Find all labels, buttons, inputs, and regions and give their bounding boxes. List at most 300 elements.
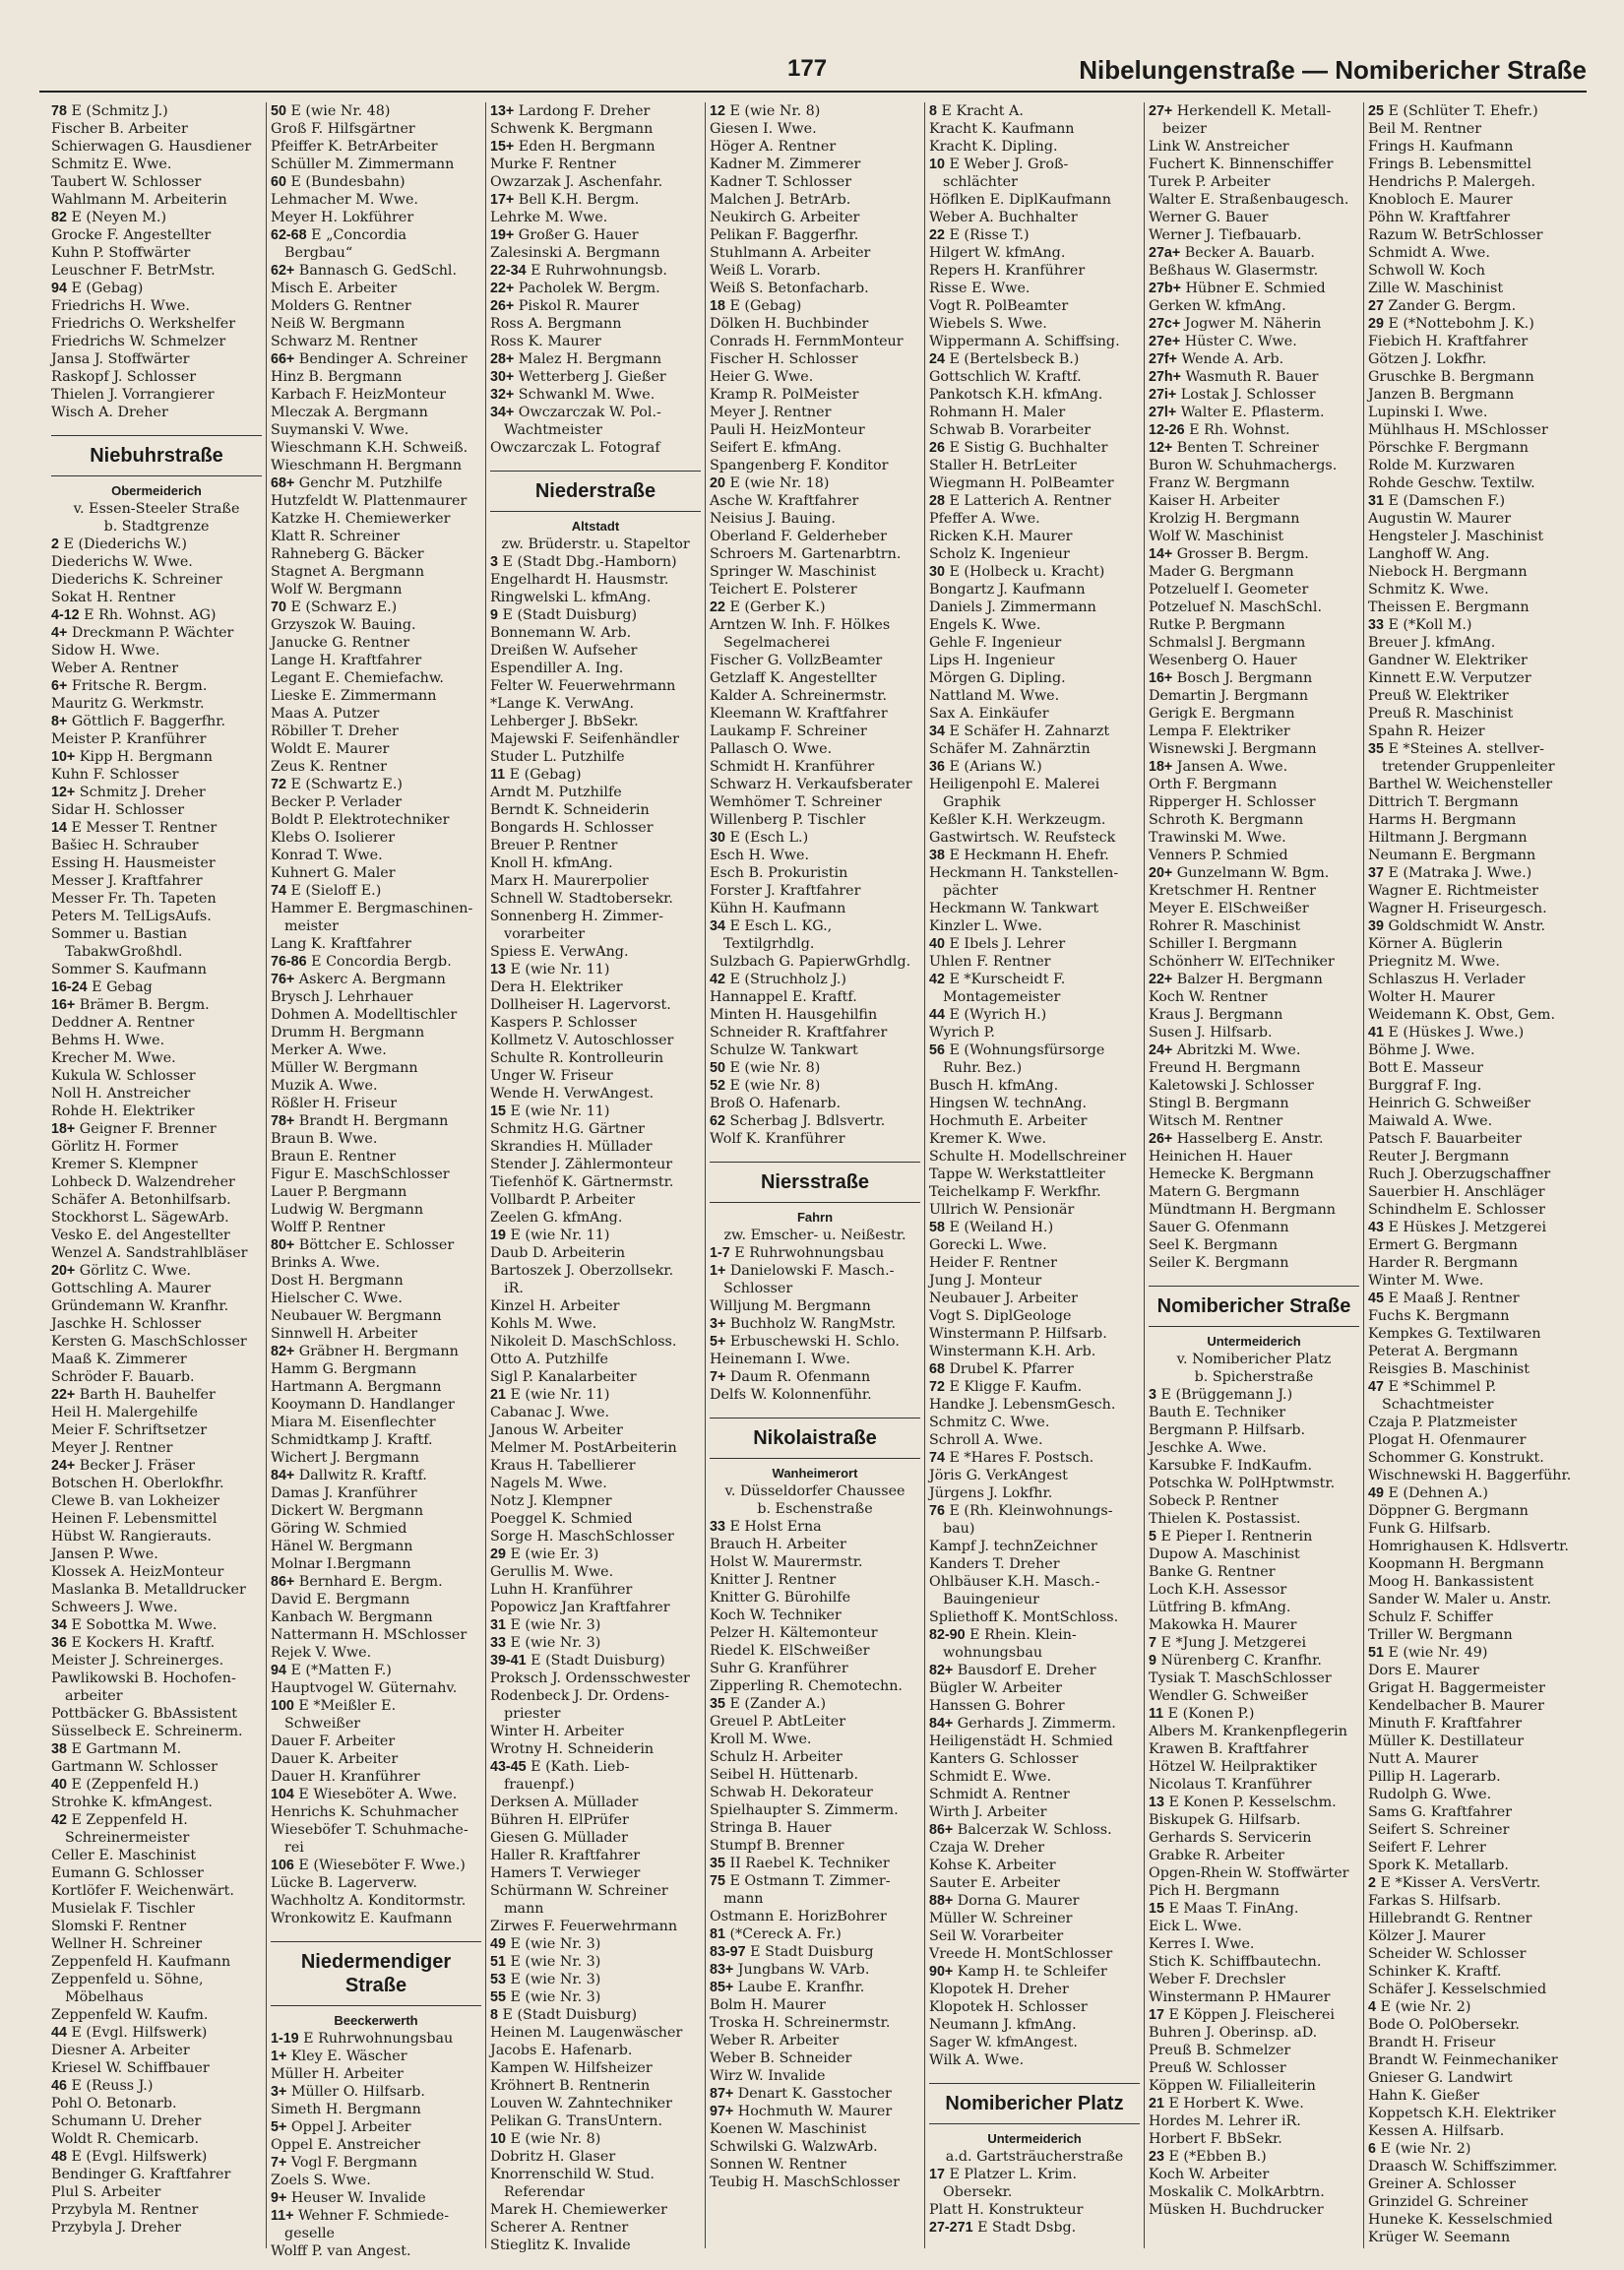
entry-continuation: iR. (504, 1281, 524, 1296)
house-number: 11 (1149, 1706, 1164, 1722)
house-number: 62+ (271, 263, 295, 279)
resident-entry: 42 E (Struchholz J.) (710, 972, 847, 987)
entry-continuation: Textilgrhdlg. (723, 936, 815, 952)
resident-entry: 90+ Kamp H. te Schleifer (929, 1964, 1107, 1980)
resident-entry: Friedrichs O. Werkshelfer (51, 316, 236, 332)
resident-entry: Heinen F. Lebensmittel (51, 1511, 218, 1527)
resident-entry: Staller H. BetrLeiter (929, 458, 1077, 473)
resident-entry: 72 E Kligge F. Kaufm. (929, 1379, 1083, 1395)
resident-entry: 18+ Jansen A. Wwe. (1149, 759, 1288, 775)
resident-entry: 1+ Kley E. Wäscher (271, 2049, 407, 2064)
resident-entry: 1-7 E Ruhrwohnungsbau (710, 1245, 885, 1261)
resident-entry: Schmitz C. Wwe. (929, 1415, 1050, 1430)
house-number: 8+ (51, 714, 68, 729)
resident-entry: 68+ Genchr M. Putzhilfe (271, 475, 443, 491)
resident-entry: Kampen W. Hilfsheizer (490, 2060, 653, 2076)
resident-entry: 45 E Maaß J. Rentner (1368, 1291, 1520, 1306)
directory-column (1145, 102, 1364, 2248)
resident-entry: Neiß W. Bergmann (271, 316, 406, 332)
resident-entry: Schumann U. Dreher (51, 2113, 202, 2129)
resident-entry: Kroll M. Wwe. (710, 1732, 812, 1747)
street-range: b. Spicherstraße (1194, 1369, 1314, 1385)
resident-entry: Fischer G. VollzBeamter (710, 653, 883, 668)
house-number: 16+ (51, 997, 76, 1013)
resident-entry: Wachholtz A. Konditormstr. (271, 1893, 467, 1909)
resident-entry: Gandner W. Elektriker (1368, 653, 1528, 668)
resident-entry: Gottschling A. Maurer (51, 1281, 212, 1296)
resident-entry: Braun E. Rentner (271, 1149, 397, 1165)
resident-entry: Woldt R. Chemicarb. (51, 2131, 199, 2147)
house-number: 2 (51, 536, 59, 552)
resident-entry: 55 E (wie Nr. 3) (490, 1989, 601, 2005)
house-number: 44 (929, 1007, 945, 1023)
house-number: 30 (710, 830, 725, 846)
resident-entry: 24+ Abritzki M. Wwe. (1149, 1042, 1301, 1058)
house-number: 18+ (51, 1121, 76, 1137)
resident-entry: Hötzel W. Heilpraktiker (1149, 1759, 1317, 1775)
resident-entry: 16+ Bosch J. Bergmann (1149, 670, 1313, 686)
resident-entry: Schwoll W. Koch (1368, 263, 1485, 279)
street-heading: Niederstraße (490, 471, 701, 512)
resident-entry: Maas A. Putzer (271, 706, 380, 722)
resident-entry: *Lange K. VerwAng. (490, 696, 635, 712)
resident-entry: Zeppenfeld W. Kaufm. (51, 2007, 209, 2023)
resident-entry: Engelhardt H. Hausmstr. (490, 572, 669, 588)
resident-entry: 13 E Konen P. Kesselschm. (1149, 1795, 1337, 1810)
house-number: 15 (1149, 1901, 1164, 1917)
resident-entry: Ermert G. Bergmann (1368, 1237, 1518, 1253)
resident-entry: Bartoszek J. Oberzollsekr. (490, 1263, 674, 1279)
entry-continuation: Schlosser (723, 1281, 793, 1296)
house-number: 27+ (1149, 103, 1173, 119)
resident-entry: Hilgert W. kfmAng. (929, 245, 1066, 261)
entry-continuation: bau) (943, 1521, 975, 1537)
resident-entry: 39 Goldschmidt W. Anstr. (1368, 918, 1546, 934)
resident-entry: Rahneberg G. Bäcker (271, 546, 424, 562)
resident-entry: 38 E Heckmann H. Ehefr. (929, 848, 1109, 863)
resident-entry: 94 E (Gebag) (51, 281, 144, 296)
resident-entry: Wirth J. Arbeiter (929, 1804, 1047, 1820)
resident-entry: Pelzer H. Kältemonteur (710, 1625, 878, 1641)
resident-entry: 11 E (Konen P.) (1149, 1706, 1255, 1722)
resident-entry: 33 E (*Koll M.) (1368, 617, 1472, 633)
resident-entry: Kohls M. Wwe. (490, 1316, 597, 1332)
house-number: 36 (929, 759, 945, 775)
resident-entry: Musielak F. Tischler (51, 1901, 195, 1917)
resident-entry: Wolff P. Rentner (271, 1220, 386, 1235)
resident-entry: Mleczak A. Bergmann (271, 405, 428, 420)
resident-entry: 13+ Lardong F. Dreher (490, 103, 651, 119)
resident-entry: Espendiller A. Ing. (490, 661, 624, 676)
resident-entry: Stuhlmann A. Arbeiter (710, 245, 871, 261)
resident-entry: Hillebrandt G. Rentner (1368, 1911, 1532, 1926)
resident-entry: Bott E. Masseur (1368, 1060, 1484, 1076)
resident-entry: Demartin J. Bergmann (1149, 688, 1309, 704)
resident-entry: Giesen I. Wwe. (710, 121, 817, 137)
resident-entry: 62-68 E „Concordia (271, 227, 406, 243)
resident-entry: Seibel H. Hüttenarb. (710, 1767, 859, 1783)
resident-entry: Lehmacher M. Wwe. (271, 192, 418, 208)
house-number: 4 (1368, 1999, 1376, 2015)
district-label: Altstadt (571, 519, 620, 534)
resident-entry: 40 E Ibels J. Lehrer (929, 936, 1066, 952)
resident-entry: Kröhnert B. Rentnerin (490, 2078, 651, 2094)
resident-entry: Pallasch O. Wwe. (710, 741, 833, 757)
resident-entry: Broß O. Hafenarb. (710, 1096, 842, 1111)
resident-entry: Dittrich T. Bergmann (1368, 794, 1519, 810)
resident-entry: Draasch W. Schiffszimmer. (1368, 2159, 1558, 2175)
entry-continuation: mann (504, 1901, 544, 1917)
resident-entry: Nattermann H. MSchlosser (271, 1627, 468, 1643)
resident-entry: Banke G. Rentner (1149, 1564, 1276, 1580)
resident-entry: 106 E (Wieseböter F. Wwe.) (271, 1858, 466, 1873)
house-number: 38 (51, 1741, 67, 1757)
resident-entry: Kersten G. MaschSchlosser (51, 1334, 247, 1350)
directory-column (486, 102, 706, 2253)
directory-column (706, 102, 925, 2248)
house-number: 82-90 (929, 1627, 966, 1643)
resident-entry: 34 E Sobottka M. Wwe. (51, 1617, 218, 1633)
resident-entry: Neubauer W. Bergmann (271, 1308, 442, 1324)
resident-entry: Scherer A. Rentner (490, 2220, 629, 2236)
house-number: 10 (490, 2131, 506, 2147)
resident-entry: Link W. Anstreicher (1149, 139, 1289, 155)
resident-entry: Meyer J. Rentner (51, 1440, 173, 1456)
house-number: 2 (1368, 1875, 1376, 1891)
resident-entry: 27 Zander G. Bergm. (1368, 298, 1517, 314)
resident-entry: 22 E (Gerber K.) (710, 599, 826, 615)
resident-entry: Wieseböfer T. Schuhmache- (271, 1822, 468, 1838)
district-label: Untermeiderich (987, 2131, 1082, 2146)
resident-entry: Wolf W. Bergmann (271, 582, 403, 598)
resident-entry: Lempa F. Elektriker (1149, 724, 1290, 739)
resident-entry: Schäfer J. Kesselschmied (1368, 1982, 1547, 1997)
page-number: 177 (787, 55, 828, 82)
resident-entry: Schulz H. Arbeiter (710, 1749, 843, 1765)
resident-entry: Langhoff W. Ang. (1368, 546, 1490, 562)
resident-entry: 74 E (Sieloff E.) (271, 883, 382, 899)
resident-entry: 1+ Danielowski F. Masch.- (710, 1263, 895, 1279)
resident-entry: Seifert F. Lehrer (1368, 1840, 1486, 1856)
resident-entry: Mader G. Bergmann (1149, 564, 1294, 580)
page-header (39, 51, 1587, 93)
resident-entry: Jung J. Monteur (929, 1273, 1042, 1289)
resident-entry: Koenen W. Maschinist (710, 2121, 867, 2137)
house-number: 4-12 (51, 607, 80, 623)
resident-entry: Müsken H. Buchdrucker (1149, 2202, 1324, 2218)
resident-entry: Böhme J. Wwe. (1368, 1042, 1475, 1058)
resident-entry: Neisius J. Bauing. (710, 511, 836, 527)
resident-entry: Rolde M. Kurzwaren (1368, 458, 1516, 473)
house-number: 14 (51, 820, 67, 836)
resident-entry: Breuer P. Rentner (490, 838, 618, 853)
resident-entry: 62 Scherbag J. Bdlsvertr. (710, 1113, 886, 1129)
house-number: 82+ (271, 1344, 295, 1359)
resident-entry: Schindhelm E. Schlosser (1368, 1202, 1545, 1218)
resident-entry: 12+ Schmitz J. Dreher (51, 785, 206, 800)
resident-entry: Schroll A. Wwe. (929, 1432, 1043, 1448)
resident-entry: Pich H. Bergmann (1149, 1883, 1280, 1899)
resident-entry: Janzen B. Bergmann (1368, 387, 1515, 403)
resident-entry: Wolf K. Kranführer (710, 1131, 845, 1147)
resident-entry: Schwarz M. Rentner (271, 334, 418, 349)
resident-entry: Boldt P. Elektrotechniker (271, 812, 450, 828)
street-heading: Niebuhrstraße (51, 435, 262, 476)
resident-entry: 29 E (wie Er. 3) (490, 1546, 599, 1562)
resident-entry: 51 E (wie Nr. 3) (490, 1954, 601, 1970)
house-number: 75 (710, 1873, 725, 1889)
resident-entry: Karbach F. HeizMonteur (271, 387, 446, 403)
resident-entry: Luhn H. Kranführer (490, 1582, 633, 1598)
resident-entry: Melmer M. PostArbeiterin (490, 1440, 677, 1456)
resident-entry: Brysch J. Lehrhauer (271, 989, 413, 1005)
resident-entry: 6 E (wie Nr. 2) (1368, 2141, 1471, 2157)
house-number: 6 (1368, 2141, 1376, 2157)
resident-entry: Schulte R. Kontrolleurin (490, 1050, 664, 1066)
house-number: 5+ (271, 2119, 287, 2135)
resident-entry: Nicolaus T. Kranführer (1149, 1777, 1312, 1793)
resident-entry: Celler E. Maschinist (51, 1848, 197, 1863)
resident-entry: 84+ Gerhards J. Zimmerm. (929, 1716, 1116, 1732)
resident-entry: Wrotny H. Schneiderin (490, 1741, 655, 1757)
resident-entry: 97+ Hochmuth W. Maurer (710, 2104, 893, 2119)
resident-entry: Oberland F. Gelderheber (710, 529, 887, 544)
resident-entry: Kalder A. Schreinermstr. (710, 688, 888, 704)
resident-entry: Ripperger H. Schlosser (1149, 794, 1316, 810)
resident-entry: Kuhn F. Schlosser (51, 767, 179, 783)
house-number: 26+ (490, 298, 515, 314)
resident-entry: Lauer P. Bergmann (271, 1184, 407, 1200)
resident-entry: Winstermann P. HMaurer (1149, 1989, 1331, 2005)
resident-entry: Raskopf J. Schlosser (51, 369, 197, 385)
resident-entry: Bendinger G. Kraftfahrer (51, 2167, 231, 2182)
resident-entry: Sauerbier H. Anschläger (1368, 1184, 1545, 1200)
resident-entry: Getzlaff K. Angestellter (710, 670, 877, 686)
house-number: 7 (1149, 1635, 1156, 1651)
resident-entry: 22+ Balzer H. Bergmann (1149, 972, 1323, 987)
resident-entry: Gerigk E. Bergmann (1149, 706, 1295, 722)
resident-entry: 42 E Zeppenfeld H. (51, 1812, 188, 1828)
house-number: 87+ (710, 2086, 734, 2102)
resident-entry: Preuß W. Elektriker (1368, 688, 1509, 704)
house-number: 1+ (271, 2049, 287, 2064)
resident-entry: Wirz W. Invalide (710, 2068, 826, 2084)
resident-entry: Schröder F. Bauarb. (51, 1369, 195, 1385)
resident-entry: Beil M. Rentner (1368, 121, 1482, 137)
resident-entry: Stumpf B. Brenner (710, 1838, 844, 1854)
resident-entry: 15+ Eden H. Bergmann (490, 139, 656, 155)
resident-entry: Pelikan G. TransUntern. (490, 2113, 663, 2129)
resident-entry: Murke F. Rentner (490, 157, 616, 172)
resident-entry: Spangenberg F. Konditor (710, 458, 889, 473)
resident-entry: Diesner A. Arbeiter (51, 2043, 190, 2058)
house-number: 27l+ (1149, 405, 1177, 420)
directory-column (1364, 102, 1584, 2248)
directory-column (47, 102, 267, 2248)
resident-entry: 7 E *Jung J. Metzgerei (1149, 1635, 1307, 1651)
resident-entry: Triller W. Bergmann (1368, 1627, 1513, 1643)
house-number: 9 (1149, 1653, 1156, 1669)
resident-entry: Koopmann H. Bergmann (1368, 1556, 1544, 1572)
house-number: 42 (51, 1812, 67, 1828)
resident-entry: Zalesinski A. Bergmann (490, 245, 660, 261)
resident-entry: Knitter G. Bürohilfe (710, 1590, 851, 1606)
resident-entry: 56 E (Wohnungsfürsorge (929, 1042, 1105, 1058)
resident-entry: Thielen K. Postassist. (1149, 1511, 1301, 1527)
resident-entry: 50 E (wie Nr. 8) (710, 1060, 821, 1076)
resident-entry: Holst W. Maurermstr. (710, 1554, 863, 1570)
house-number: 16-24 (51, 979, 88, 995)
resident-entry: Heinichen H. Hauer (1149, 1149, 1292, 1165)
resident-entry: Conrads H. FernmMonteur (710, 334, 904, 349)
resident-entry: Wagner E. Richtmeister (1368, 883, 1538, 899)
resident-entry: Witsch M. Rentner (1149, 1113, 1283, 1129)
resident-entry: Kühn H. Kaufmann (710, 901, 846, 916)
resident-entry: 16+ Brämer B. Bergm. (51, 997, 210, 1013)
resident-entry: Sidar H. Schlosser (51, 802, 185, 818)
house-number: 82+ (929, 1663, 954, 1678)
house-number: 38 (929, 848, 945, 863)
resident-entry: 12 E (wie Nr. 8) (710, 103, 821, 119)
resident-entry: Homrighausen K. Hdlsvertr. (1368, 1539, 1569, 1554)
resident-entry: Groß F. Hilfsgärtner (271, 121, 415, 137)
resident-entry: Teichelkamp F. Werkfhr. (929, 1184, 1101, 1200)
resident-entry: Kaiser H. Arbeiter (1149, 493, 1280, 509)
resident-entry: Bode O. PolObersekr. (1368, 2017, 1520, 2033)
resident-entry: Kramp R. PolMeister (710, 387, 859, 403)
resident-entry: Suymanski V. Wwe. (271, 422, 409, 438)
house-number: 5 (1149, 1529, 1156, 1545)
resident-entry: 24+ Becker J. Fräser (51, 1458, 195, 1474)
resident-entry: Pelikan F. Baggerfhr. (710, 227, 859, 243)
street-range: v. Essen-Steeler Straße (73, 501, 240, 517)
resident-entry: Friedrichs H. Wwe. (51, 298, 190, 314)
resident-entry: 2 E *Kisser A. VersVertr. (1368, 1875, 1541, 1891)
resident-entry: Bongards H. Schlosser (490, 820, 654, 836)
resident-entry: Zeppenfeld u. Söhne, (51, 1972, 204, 1987)
resident-entry: 72 E (Schwartz E.) (271, 777, 403, 792)
resident-entry: 78 E (Schmitz J.) (51, 103, 168, 119)
house-number: 86+ (271, 1574, 295, 1590)
resident-entry: 27c+ Jogwer M. Näherin (1149, 316, 1322, 332)
resident-entry: Gottschlich W. Kraftf. (929, 369, 1082, 385)
resident-entry: Breuer J. kfmAng. (1368, 635, 1496, 651)
resident-entry: Zirwes F. Feuerwehrmann (490, 1919, 678, 1934)
house-number: 83+ (710, 1962, 734, 1978)
house-number: 94 (271, 1663, 286, 1678)
resident-entry: 25 E (Schlüter T. Ehefr.) (1368, 103, 1538, 119)
resident-entry: Potschka W. PolHptwmstr. (1149, 1476, 1336, 1491)
house-number: 22 (710, 599, 725, 615)
resident-entry: Kaletowski J. Schlosser (1149, 1078, 1314, 1094)
resident-entry: 2 E (Diederichs W.) (51, 536, 187, 552)
resident-entry: Cabanac J. Wwe. (490, 1405, 610, 1420)
resident-entry: Deddner A. Rentner (51, 1015, 195, 1031)
resident-entry: Farkas S. Hilfsarb. (1368, 1893, 1502, 1909)
resident-entry: Brinks A. Wwe. (271, 1255, 381, 1271)
house-number: 34 (51, 1617, 67, 1633)
resident-entry: Schinker K. Kraftf. (1368, 1964, 1502, 1980)
resident-entry: 10+ Kipp H. Bergmann (51, 749, 213, 765)
resident-entry: Ostmann E. HorizBohrer (710, 1909, 887, 1924)
resident-entry: 6+ Fritsche R. Bergm. (51, 678, 208, 694)
resident-entry: Lips H. Ingenieur (929, 653, 1055, 668)
resident-entry: Müller H. Arbeiter (271, 2066, 404, 2082)
resident-entry: Weber A. Rentner (51, 661, 179, 676)
resident-entry: Jöris G. VerkAngest (929, 1468, 1068, 1483)
resident-entry: Hannappel E. Kraftf. (710, 989, 857, 1005)
resident-entry: 22 E (Risse T.) (929, 227, 1030, 243)
resident-entry: Schiller I. Bergmann (1149, 936, 1297, 952)
resident-entry: 52 E (wie Nr. 8) (710, 1078, 821, 1094)
resident-entry: Kampf J. technZeichner (929, 1539, 1097, 1554)
resident-entry: Rutke P. Bergmann (1149, 617, 1285, 633)
resident-entry: 3 E (Stadt Dbg.-Hamborn) (490, 554, 677, 570)
resident-entry: Ringwelski L. kfmAng. (490, 590, 652, 605)
resident-entry: 37 E (Matraka J. Wwe.) (1368, 865, 1532, 881)
house-number: 39 (1368, 918, 1384, 934)
entry-continuation: TabakwGroßhdl. (65, 944, 183, 960)
resident-entry: Kracht K. Dipling. (929, 139, 1058, 155)
entry-continuation: vorarbeiter (504, 926, 586, 942)
house-number: 29 (1368, 316, 1384, 332)
resident-entry: 40 E (Zeppenfeld H.) (51, 1777, 199, 1793)
resident-entry: Simeth H. Bergmann (271, 2102, 421, 2117)
resident-entry: Moskalik C. MolkArbtrn. (1149, 2184, 1325, 2200)
resident-entry: Grinzidel G. Schreiner (1368, 2194, 1529, 2210)
house-number: 80+ (271, 1237, 295, 1253)
resident-entry: Gnieser G. Landwirt (1368, 2070, 1513, 2086)
resident-entry: Scheider W. Schlosser (1368, 1946, 1527, 1962)
resident-entry: Seifert S. Schreiner (1368, 1822, 1510, 1838)
house-number: 39-41 (490, 1653, 527, 1669)
resident-entry: Stingl B. Bergmann (1149, 1096, 1289, 1111)
resident-entry: Müller W. Bergmann (271, 1060, 418, 1076)
resident-entry: Henrichs K. Schuhmacher (271, 1804, 459, 1820)
house-number: 78+ (271, 1113, 295, 1129)
resident-entry: Pfeffer A. Wwe. (929, 511, 1040, 527)
resident-entry: Sidow H. Wwe. (51, 643, 160, 659)
resident-entry: 20 E (wie Nr. 18) (710, 475, 830, 491)
resident-entry: Schulz F. Schiffer (1368, 1609, 1493, 1625)
resident-entry: Preuß B. Schmelzer (1149, 2043, 1291, 2058)
resident-entry: 5 E Pieper I. Rentnerin (1149, 1529, 1313, 1545)
district-label: Fahrn (796, 1210, 834, 1225)
resident-entry: 24 E (Bertelsbeck B.) (929, 351, 1080, 367)
house-number: 50 (271, 103, 286, 119)
resident-entry: Jacobs E. Hafenarb. (490, 2043, 633, 2058)
resident-entry: Wilk A. Wwe. (929, 2052, 1025, 2068)
resident-entry: Sokat H. Rentner (51, 590, 176, 605)
house-number: 37 (1368, 865, 1384, 881)
resident-entry: Janucke G. Rentner (271, 635, 410, 651)
district-label: Untermeiderich (1207, 1334, 1301, 1349)
house-number: 46 (51, 2078, 67, 2094)
resident-entry: 82+ Gräbner H. Bergmann (271, 1344, 459, 1359)
resident-entry: Wieschmann H. Bergmann (271, 458, 463, 473)
house-number: 27h+ (1149, 369, 1181, 385)
resident-entry: Sauter E. Arbeiter (929, 1875, 1061, 1891)
resident-entry: Gruschke B. Bergmann (1368, 369, 1534, 385)
resident-entry: Görlitz H. Former (51, 1139, 178, 1155)
resident-entry: Wischnewski H. Baggerführ. (1368, 1468, 1572, 1483)
resident-entry: Winter H. Arbeiter (490, 1724, 624, 1739)
resident-entry: 9 E (Stadt Duisburg) (490, 607, 638, 623)
house-number: 90+ (929, 1964, 954, 1980)
resident-entry: Gerken W. kfmAng. (1149, 298, 1286, 314)
resident-entry: 76-86 E Concordia Bergb. (271, 954, 452, 970)
resident-entry: 17 E Köppen J. Fleischerei (1149, 2007, 1335, 2023)
